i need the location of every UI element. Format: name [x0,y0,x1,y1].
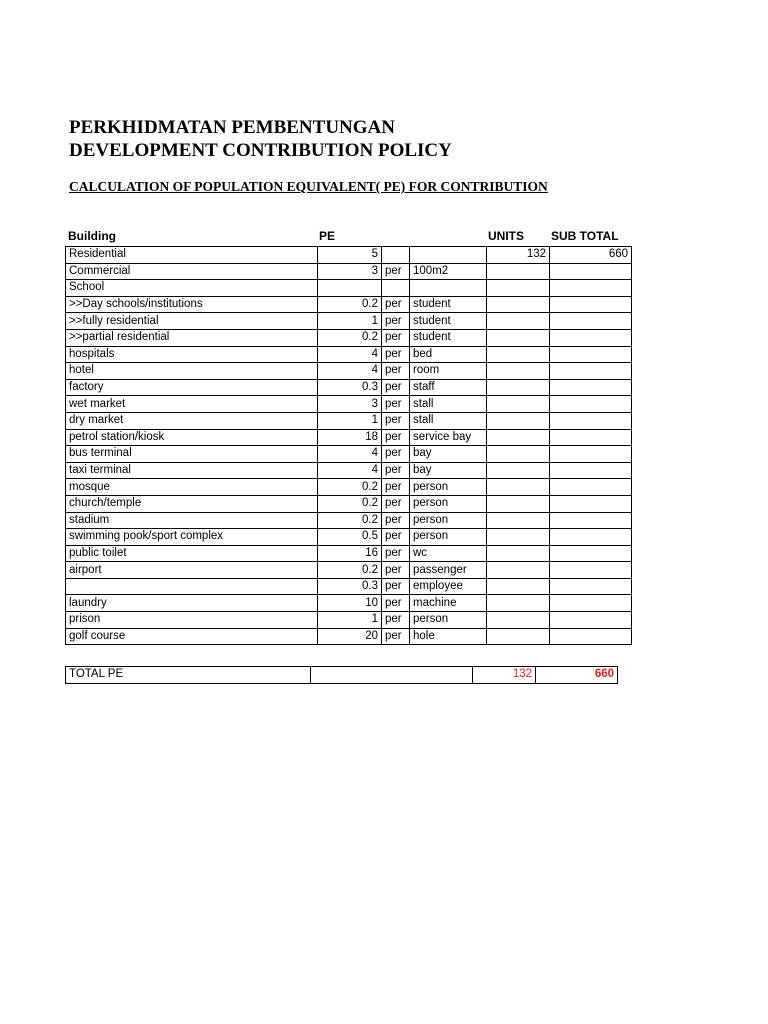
pe-value-cell: 4 [318,446,382,463]
per-cell: per [382,562,410,579]
total-table [65,666,618,684]
pe-value-cell: 0.3 [318,578,382,595]
pe-value-cell: 0.5 [318,529,382,546]
total-blank-cell [311,667,473,684]
units-cell [487,529,550,546]
subtotal-cell [550,529,632,546]
table-row [66,595,632,612]
units-cell [487,512,550,529]
per-cell: per [382,462,410,479]
table-row [66,329,632,346]
table-row [66,446,632,463]
per-cell: per [382,396,410,413]
building-cell: prison [66,612,318,629]
unit-cell: 100m2 [410,263,487,280]
header-building: Building [68,229,116,243]
per-cell: per [382,379,410,396]
table-row [66,396,632,413]
header-units: UNITS [488,229,524,243]
per-cell: per [382,446,410,463]
unit-cell: machine [410,595,487,612]
unit-cell: stall [410,396,487,413]
per-cell: per [382,412,410,429]
unit-cell: person [410,479,487,496]
unit-cell: passenger [410,562,487,579]
table-row [66,562,632,579]
table-row [66,247,632,264]
pe-value-cell: 0.3 [318,379,382,396]
pe-value-cell: 0.2 [318,562,382,579]
unit-cell: staff [410,379,487,396]
units-cell [487,462,550,479]
subtotal-cell [550,612,632,629]
units-cell [487,280,550,297]
units-cell [487,296,550,313]
unit-cell [410,280,487,297]
per-cell [382,280,410,297]
unit-cell: person [410,529,487,546]
unit-cell: bay [410,462,487,479]
unit-cell: service bay [410,429,487,446]
units-cell [487,578,550,595]
building-cell: mosque [66,479,318,496]
per-cell: per [382,628,410,645]
building-cell: bus terminal [66,446,318,463]
pe-value-cell: 18 [318,429,382,446]
per-cell: per [382,578,410,595]
units-cell [487,562,550,579]
unit-cell: person [410,495,487,512]
subtotal-cell [550,628,632,645]
table-row [66,346,632,363]
pe-value-cell: 0.2 [318,512,382,529]
pe-table [65,246,632,645]
header-pe: PE [319,229,336,243]
pe-value-cell: 1 [318,313,382,330]
header-subtotal: SUB TOTAL [551,229,619,243]
unit-cell: person [410,612,487,629]
unit-cell: wc [410,545,487,562]
per-cell: per [382,512,410,529]
building-cell: dry market [66,412,318,429]
table-row [66,512,632,529]
unit-cell: student [410,313,487,330]
units-cell [487,313,550,330]
units-cell [487,628,550,645]
subtotal-cell [550,462,632,479]
per-cell: per [382,495,410,512]
units-cell [487,545,550,562]
subtotal-cell [550,562,632,579]
table-row [66,578,632,595]
building-cell: hospitals [66,346,318,363]
building-cell: >>Day schools/institutions [66,296,318,313]
table-row [66,479,632,496]
unit-cell: stall [410,412,487,429]
building-cell: church/temple [66,495,318,512]
pe-value-cell [318,280,382,297]
building-cell: Residential [66,247,318,264]
pe-value-cell: 0.2 [318,296,382,313]
total-row [66,667,618,684]
subtotal-cell [550,396,632,413]
building-cell: hotel [66,363,318,380]
pe-value-cell: 4 [318,462,382,479]
per-cell: per [382,595,410,612]
total-subtotal: 660 [536,667,618,684]
table-row [66,313,632,330]
section-subtitle: CALCULATION OF POPULATION EQUIVALENT( PE) FOR CONTRIBUTION [69,179,548,194]
table-row [66,495,632,512]
unit-cell: room [410,363,487,380]
pe-value-cell: 10 [318,595,382,612]
per-cell: per [382,545,410,562]
subtotal-cell [550,379,632,396]
total-label: TOTAL PE [66,667,311,684]
units-cell [487,363,550,380]
subtotal-cell [550,578,632,595]
building-cell: Commercial [66,263,318,280]
table-row [66,363,632,380]
pe-value-cell: 0.2 [318,329,382,346]
pe-value-cell: 1 [318,412,382,429]
subtotal-cell [550,280,632,297]
subtotal-cell [550,512,632,529]
building-cell: wet market [66,396,318,413]
building-cell: factory [66,379,318,396]
table-row [66,263,632,280]
unit-cell: employee [410,578,487,595]
table-row [66,379,632,396]
building-cell: stadium [66,512,318,529]
subtotal-cell [550,479,632,496]
table-row [66,429,632,446]
subtotal-cell [550,495,632,512]
per-cell: per [382,346,410,363]
per-cell: per [382,429,410,446]
pe-value-cell: 1 [318,612,382,629]
per-cell [382,247,410,264]
subtotal-cell [550,412,632,429]
unit-cell: student [410,296,487,313]
unit-cell [410,247,487,264]
title-line-2: DEVELOPMENT CONTRIBUTION POLICY [69,140,452,161]
units-cell [487,379,550,396]
building-cell: >>partial residential [66,329,318,346]
per-cell: per [382,313,410,330]
pe-value-cell: 0.2 [318,479,382,496]
title-line-1: PERKHIDMATAN PEMBENTUNGAN [69,117,395,138]
subtotal-cell [550,263,632,280]
building-cell: taxi terminal [66,462,318,479]
table-row [66,462,632,479]
table-row [66,612,632,629]
building-cell: golf course [66,628,318,645]
per-cell: per [382,529,410,546]
units-cell [487,612,550,629]
subtotal-cell [550,446,632,463]
subtotal-cell: 660 [550,247,632,264]
table-row [66,280,632,297]
per-cell: per [382,612,410,629]
units-cell [487,346,550,363]
subtotal-cell [550,545,632,562]
total-units: 132 [473,667,536,684]
units-cell [487,263,550,280]
building-cell: public toilet [66,545,318,562]
unit-cell: student [410,329,487,346]
table-row [66,296,632,313]
per-cell: per [382,263,410,280]
pe-value-cell: 0.2 [318,495,382,512]
units-cell [487,429,550,446]
subtotal-cell [550,346,632,363]
subtotal-cell [550,429,632,446]
units-cell: 132 [487,247,550,264]
unit-cell: bed [410,346,487,363]
pe-value-cell: 3 [318,263,382,280]
table-row [66,545,632,562]
unit-cell: person [410,512,487,529]
units-cell [487,446,550,463]
table-row [66,412,632,429]
table-row [66,628,632,645]
units-cell [487,329,550,346]
pe-value-cell: 5 [318,247,382,264]
subtotal-cell [550,595,632,612]
units-cell [487,495,550,512]
building-cell [66,578,318,595]
building-cell: petrol station/kiosk [66,429,318,446]
subtotal-cell [550,313,632,330]
unit-cell: bay [410,446,487,463]
building-cell: laundry [66,595,318,612]
building-cell: airport [66,562,318,579]
per-cell: per [382,296,410,313]
building-cell: swimming pook/sport complex [66,529,318,546]
units-cell [487,595,550,612]
units-cell [487,412,550,429]
building-cell: School [66,280,318,297]
per-cell: per [382,479,410,496]
per-cell: per [382,363,410,380]
building-cell: >>fully residential [66,313,318,330]
units-cell [487,479,550,496]
pe-value-cell: 4 [318,363,382,380]
units-cell [487,396,550,413]
pe-value-cell: 16 [318,545,382,562]
pe-value-cell: 3 [318,396,382,413]
subtotal-cell [550,363,632,380]
unit-cell: hole [410,628,487,645]
subtotal-cell [550,296,632,313]
pe-value-cell: 20 [318,628,382,645]
per-cell: per [382,329,410,346]
pe-value-cell: 4 [318,346,382,363]
table-row [66,529,632,546]
subtotal-cell [550,329,632,346]
